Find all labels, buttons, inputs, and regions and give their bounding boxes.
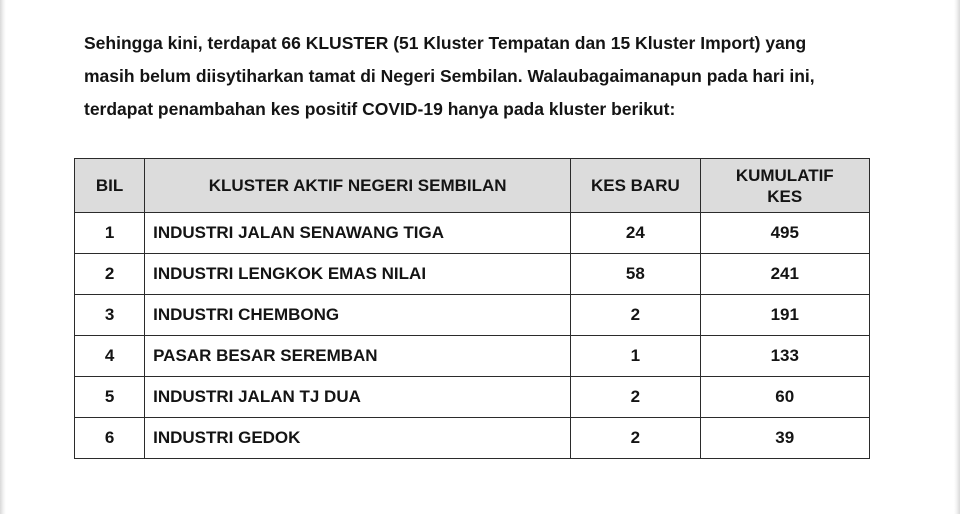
cell-bil: 4: [75, 336, 145, 377]
table-header: [75, 159, 870, 213]
header-cumulative-line1: KUMULATIF: [735, 165, 834, 185]
table-row: [75, 295, 870, 336]
cell-bil: 6: [75, 418, 145, 459]
intro-line-3: terdapat penambahan kes positif COVID-19 hanya pada kluster berikut:: [84, 99, 676, 119]
table-row: [75, 336, 870, 377]
cell-cumulative: 39: [700, 418, 869, 459]
header-row: [75, 159, 870, 213]
cell-cumulative: 241: [700, 254, 869, 295]
table-row: [75, 377, 870, 418]
cell-cumulative: 133: [700, 336, 869, 377]
cluster-table: [74, 158, 870, 459]
cell-new-cases: 58: [571, 254, 700, 295]
cell-bil: 3: [75, 295, 145, 336]
cell-cluster: INDUSTRI LENGKOK EMAS NILAI: [145, 254, 571, 295]
cell-cumulative: 60: [700, 377, 869, 418]
table-row: [75, 213, 870, 254]
cell-new-cases: 1: [571, 336, 700, 377]
cell-new-cases: 2: [571, 295, 700, 336]
intro-line-2: masih belum diisytiharkan tamat di Negeri Sembilan. Walaubagaimanapun pada hari ini,: [84, 66, 815, 86]
header-cluster: KLUSTER AKTIF NEGERI SEMBILAN: [145, 159, 571, 213]
cell-cluster: INDUSTRI JALAN TJ DUA: [145, 377, 571, 418]
cell-bil: 2: [75, 254, 145, 295]
cell-cumulative: 191: [700, 295, 869, 336]
cell-new-cases: 2: [571, 418, 700, 459]
intro-paragraph: [84, 27, 914, 126]
header-new-cases: KES BARU: [571, 159, 700, 213]
cell-cumulative: 495: [700, 213, 869, 254]
page-edge-right: [954, 0, 960, 514]
cell-bil: 5: [75, 377, 145, 418]
intro-line-1: Sehingga kini, terdapat 66 KLUSTER (51 Kluster Tempatan dan 15 Kluster Import) yang: [84, 33, 807, 53]
cell-cluster: PASAR BESAR SEREMBAN: [145, 336, 571, 377]
cell-cluster: INDUSTRI JALAN SENAWANG TIGA: [145, 213, 571, 254]
cell-new-cases: 2: [571, 377, 700, 418]
cell-new-cases: 24: [571, 213, 700, 254]
header-cumulative: [700, 159, 869, 213]
table-row: [75, 254, 870, 295]
cell-cluster: INDUSTRI CHEMBONG: [145, 295, 571, 336]
cell-bil: 1: [75, 213, 145, 254]
cell-cluster: INDUSTRI GEDOK: [145, 418, 571, 459]
table-row: [75, 418, 870, 459]
header-bil: BIL: [75, 159, 145, 213]
page-edge-left: [0, 0, 6, 514]
header-cumulative-line2: KES: [767, 186, 803, 206]
table-body: [75, 213, 870, 459]
